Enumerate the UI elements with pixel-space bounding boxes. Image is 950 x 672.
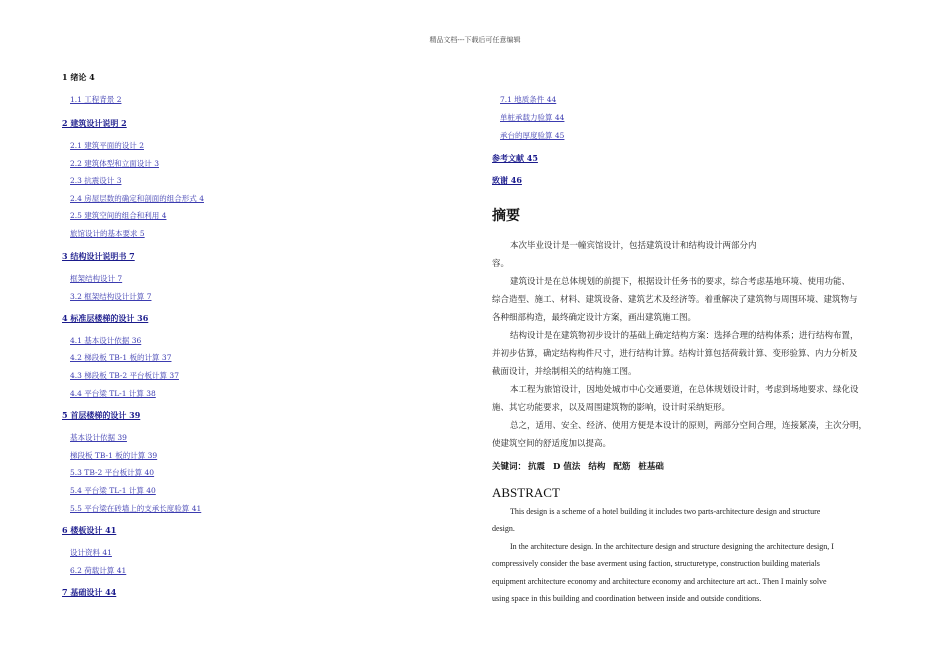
toc-section-link[interactable]: 5.4 平台梁 TL-1 计算 40 <box>70 486 156 495</box>
toc-section-link[interactable]: 2.1 建筑平面的设计 2 <box>70 141 144 150</box>
toc-section-link[interactable]: 4.3 梯段板 TB-2 平台板计算 37 <box>70 371 179 380</box>
english-abstract-line: equipment architecture economy and architecture economy and architecture art act.. Then I mainly solve <box>492 577 827 586</box>
abstract-line: 建筑设计是在总体规划的前提下，根据设计任务书的要求，综合考虑基地环境、使用功能、 <box>510 277 851 287</box>
toc-section-link[interactable]: 梯段板 TB-1 板的计算 39 <box>70 451 158 460</box>
toc-section-link[interactable]: 设计资料 41 <box>70 548 112 557</box>
toc-section-link[interactable]: 4.2 梯段板 TB-1 板的计算 37 <box>70 353 172 362</box>
page-header: 精品文档---下载后可任意编辑 <box>429 36 521 44</box>
abstract-line: 各种细部构造，最终确定设计方案，画出建筑施工图。 <box>492 313 697 323</box>
toc-chapter-link[interactable]: 致谢 46 <box>492 175 522 185</box>
abstract-title: 摘要 <box>492 208 520 224</box>
abstract-line: 并初步估算，确定结构构件尺寸，进行结构计算。结构计算包括荷载计算、变形验算、内力分析及 <box>492 349 858 359</box>
abstract-line: 施、其它功能要求，以及周围建筑物的影响，设计时采纳矩形。 <box>492 403 731 413</box>
toc-section-link[interactable]: 4.1 基本设计依据 36 <box>70 336 142 345</box>
keyword: D 值法 <box>553 462 581 472</box>
toc-section-link[interactable]: 2.3 抗震设计 3 <box>70 176 122 185</box>
toc-chapter-link[interactable]: 参考文献 45 <box>492 153 538 163</box>
toc-chapter-link[interactable]: 7 基础设计 44 <box>62 587 117 597</box>
english-abstract-line: using space in this building and coordination between inside and outside conditions. <box>492 594 762 603</box>
toc-section-link[interactable]: 旅馆设计的基本要求 5 <box>70 229 145 238</box>
toc-section-link[interactable]: 6.2 荷载计算 41 <box>70 566 127 575</box>
abstract-line: 本工程为旅馆设计，因地处城市中心交通要道，在总体规划设计时，考虑到场地要求、绿化设 <box>510 385 859 395</box>
toc-section-link[interactable]: 2.4 房屋层数的确定和剖面的组合形式 4 <box>70 194 204 203</box>
toc-section-link[interactable]: 4.4 平台梁 TL-1 计算 38 <box>70 389 156 398</box>
abstract-line: 结构设计是在建筑物初步设计的基础上确定结构方案：选择合理的结构体系；进行结构布置， <box>510 331 859 341</box>
toc-section-link[interactable]: 7.1 地质条件 44 <box>500 95 557 104</box>
toc-chapter-link[interactable]: 5 首层楼梯的设计 39 <box>62 410 141 420</box>
toc-section-link[interactable]: 基本设计依据 39 <box>70 433 127 442</box>
toc-section-link[interactable]: 框架结构设计 7 <box>70 274 123 283</box>
english-abstract-line: compressively consider the base averment using faction, structuretype, construction building materials <box>492 559 820 568</box>
toc-chapter-link[interactable]: 2 建筑设计说明 2 <box>62 118 127 128</box>
keyword: 配筋 <box>613 462 631 472</box>
abstract-line: 使建筑空间的舒适度加以提高。 <box>492 439 612 449</box>
keyword: 结构 <box>588 462 606 472</box>
abstract-line: 截面设计，并绘制相关的结构施工图。 <box>492 367 637 377</box>
abstract-line: 综合造型、施工、材料、建筑设备、建筑艺术及经济等。着重解决了建筑物与周围环境、建筑物与 <box>492 295 858 305</box>
toc-section-link[interactable]: 2.2 建筑体型和立面设计 3 <box>70 159 159 168</box>
toc-section-link[interactable]: 5.5 平台梁在砖墙上的支承长度验算 41 <box>70 504 202 513</box>
english-abstract-line: This design is a scheme of a hotel building it includes two parts-architecture design and structure <box>510 507 821 516</box>
toc-section-link[interactable]: 3.2 框架结构设计计算 7 <box>70 292 152 301</box>
english-abstract-line: design. <box>492 524 515 533</box>
toc-chapter-link[interactable]: 4 标准层楼梯的设计 36 <box>62 313 149 323</box>
toc-chapter-link[interactable]: 6 楼板设计 41 <box>62 525 117 535</box>
abstract-line: 容。 <box>492 259 510 269</box>
english-abstract-line: In the architecture design. In the architecture design and structure designing the architecture design, I <box>510 542 834 551</box>
toc-chapter-link[interactable]: 3 结构设计说明书 7 <box>62 251 135 261</box>
keyword: 抗震 <box>528 462 546 472</box>
keyword: 桩基础 <box>638 462 664 472</box>
keywords-label: 关键词： <box>492 462 527 472</box>
toc-section-link[interactable]: 5.3 TB-2 平台板计算 40 <box>70 468 155 477</box>
abstract-line: 总之，适用、安全、经济、使用方便是本设计的原则，两部分空间合理，连接紧凑，主次分明， <box>510 421 868 431</box>
keywords-line <box>492 460 672 472</box>
toc-section-link[interactable]: 单桩承载力验算 44 <box>500 113 565 122</box>
toc-section-link[interactable]: 1.1 工程背景 2 <box>70 95 122 104</box>
english-abstract-title: ABSTRACT <box>492 485 560 500</box>
toc-chapter-link: 1 绪论 4 <box>62 72 95 82</box>
toc-section-link[interactable]: 2.5 建筑空间的组合和利用 4 <box>70 211 167 220</box>
abstract-line: 本次毕业设计是一幢宾馆设计，包括建筑设计和结构设计两部分内 <box>510 241 757 251</box>
toc-section-link[interactable]: 承台的厚度验算 45 <box>500 131 565 140</box>
